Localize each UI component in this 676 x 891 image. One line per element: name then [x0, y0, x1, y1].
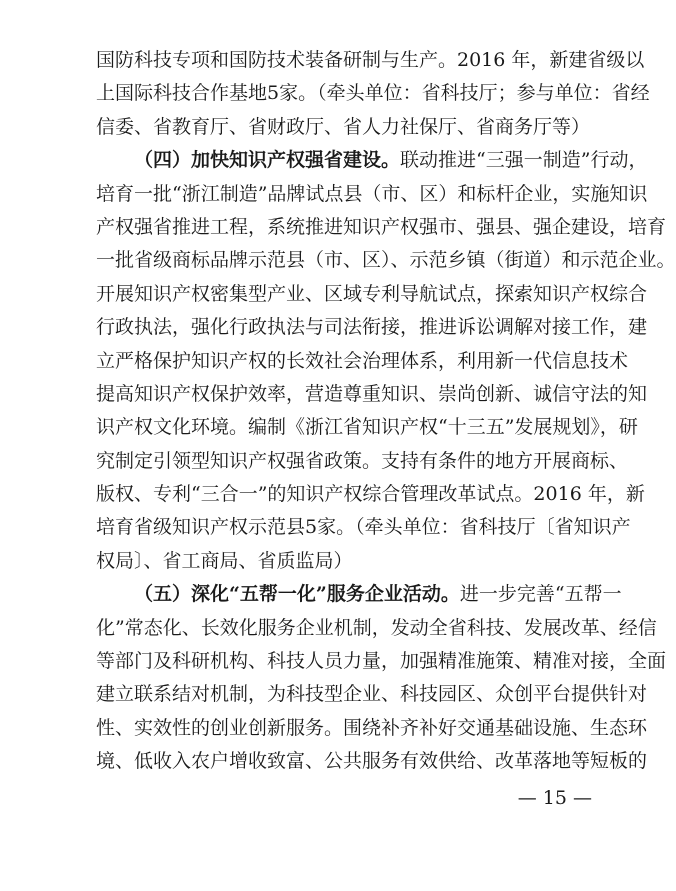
paragraph-ip-strong-province: [96, 144, 676, 578]
text-line: 化”常态化、长效化服务企业机制，发动全省科技、发展改革、经信: [96, 616, 657, 639]
section-heading: （五）深化“五帮一化”服务企业活动。: [134, 583, 460, 606]
text-line: 国防科技专项和国防技术装备研制与生产。2016 年，新建省级以: [96, 49, 645, 71]
text-run: 进一步完善“五帮一: [459, 583, 622, 606]
text-line: 上国际科技合作基地5家。（牵头单位：省科技厅；参与单位：省经: [96, 82, 650, 105]
text-line: 提高知识产权保护效率，营造尊重知识、崇尚创新、诚信守法的知: [96, 382, 648, 405]
page-number: — 15 —: [517, 787, 592, 809]
text-line: 立严格保护知识产权的长效社会治理体系，利用新一代信息技术: [96, 349, 629, 372]
document-body: [96, 44, 676, 779]
text-line: [96, 144, 648, 177]
text-line: 等部门及科研机构、科技人员力量，加强精准施策、精准对接，全面: [96, 650, 667, 673]
text-line: 权局〕、省工商局、省质监局）: [96, 549, 353, 572]
text-line: 版权、专利“三合一”的知识产权综合管理改革试点。2016 年，新: [96, 483, 645, 506]
text-run: 联动推进“三强一制造”行动，: [400, 149, 648, 172]
text-line: 建立联系结对机制，为科技型企业、科技园区、众创平台提供针对: [96, 683, 648, 706]
text-line: 究制定引领型知识产权强省政策。支持有条件的地方开展商标、: [96, 449, 629, 472]
text-line: 性、实效性的创业创新服务。围绕补齐补好交通基础设施、生态环: [96, 716, 648, 739]
text-line: 开展知识产权密集型产业、区域专利导航试点，探索知识产权综合: [96, 282, 648, 305]
section-heading: （四）加快知识产权强省建设。: [134, 149, 401, 172]
paragraph-continuation: [96, 44, 650, 144]
text-line: 培育省级知识产权示范县5家。（牵头单位：省科技厅〔省知识产: [96, 516, 631, 539]
text-line: [96, 578, 622, 611]
text-line: 境、低收入农户增收致富、公共服务有效供给、改革落地等短板的: [96, 750, 648, 773]
paragraph-five-helps: [96, 578, 667, 778]
text-line: 培育一批“浙江制造”品牌试点县（市、区）和标杆企业，实施知识: [96, 182, 648, 205]
text-line: 产权强省推进工程，系统推进知识产权强市、强县、强企建设，培育: [96, 215, 667, 238]
text-line: 识产权文化环境。编制《浙江省知识产权“十三五”发展规划》，研: [96, 416, 638, 439]
text-line: 行政执法，强化行政执法与司法衔接，推进诉讼调解对接工作，建: [96, 316, 648, 339]
text-line: 信委、省教育厅、省财政厅、省人力社保厅、省商务厅等）: [96, 115, 591, 138]
text-line: 一批省级商标品牌示范县（市、区）、示范乡镇（街道）和示范企业。: [96, 249, 676, 272]
